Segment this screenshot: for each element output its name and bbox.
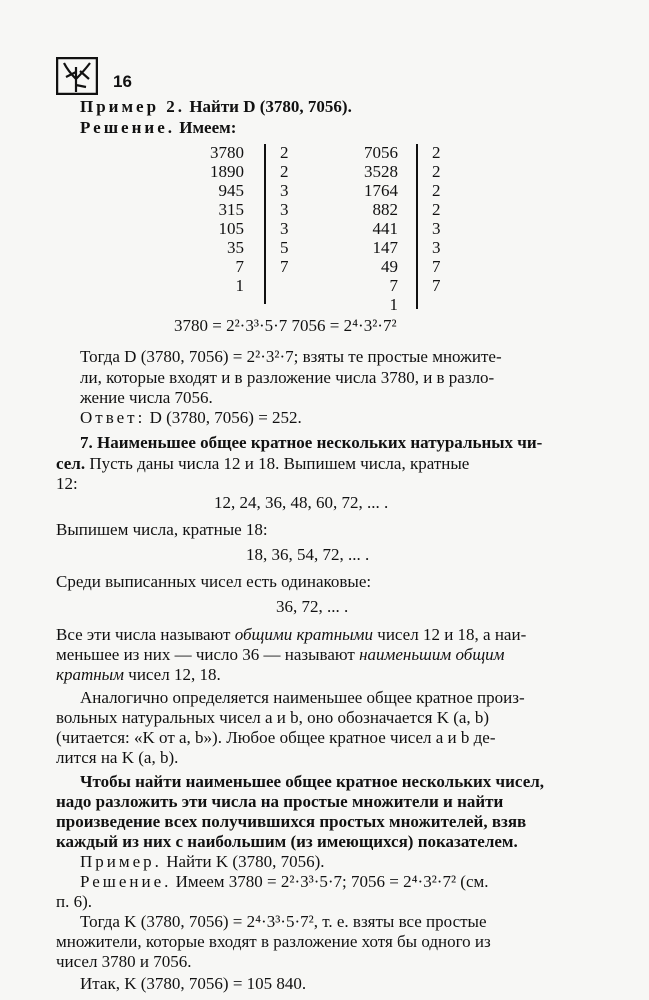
para-analog-line2: вольных натуральных чисел a и b, оно обозначается K (a, b) xyxy=(56,708,490,727)
section7-line3: 12: xyxy=(56,474,78,493)
answer-line: Ответ: D (3780, 7056) = 252. xyxy=(80,408,302,427)
intro-common-multiples: Среди выписанных чисел есть одинаковые: xyxy=(56,572,372,591)
para-analog-line1: Аналогично определяется наименьшее общее кратное произ- xyxy=(80,688,525,707)
example-solution-line2: п. 6). xyxy=(56,892,93,911)
multiples-of-12: 12, 24, 36, 48, 60, 72, ... . xyxy=(214,493,389,512)
example-then-line1: Тогда K (3780, 7056) = 2⁴·3³·5·7², т. е. взяты все простые xyxy=(80,912,487,931)
example-then-line3: чисел 3780 и 7056. xyxy=(56,952,192,971)
right-factors-column: 2 2 2 2 3 3 7 7 xyxy=(432,143,441,295)
example-then-line2: множители, которые входят в разложение хотя бы одного из xyxy=(56,932,491,951)
right-numbers-column: 7056 3528 1764 882 441 147 49 7 1 xyxy=(364,143,398,314)
para-rule-line4: каждый из них с наибольшим (из имеющихся) показателем. xyxy=(56,832,518,851)
decomposition-line: 3780 = 2²·3³·5·7 7056 = 2⁴·3²·7² xyxy=(174,316,397,335)
para-common-line2: меньшее из них — число 36 — называют наименьшим общим xyxy=(56,645,505,664)
para1-line2: ли, которые входят и в разложение числа 3780, и в разло- xyxy=(80,368,495,387)
common-multiples: 36, 72, ... . xyxy=(276,597,349,616)
para-analog-line4: лится на K (a, b). xyxy=(56,748,179,767)
para-common-line3: кратным чисел 12, 18. xyxy=(56,665,221,684)
section7-line2: сел. Пусть даны числа 12 и 18. Выпишем числа, кратные xyxy=(56,454,470,473)
example-result: Итак, K (3780, 7056) = 105 840. xyxy=(80,974,307,993)
example-solution-line1: Решение. Имеем 3780 = 2²·3³·5·7; 7056 = 2⁴·3²·7² (см. xyxy=(80,872,489,891)
para-rule-line1: Чтобы найти наименьшее общее кратное нескольких чисел, xyxy=(80,772,545,791)
para-rule-line2: надо разложить эти числа на простые множители и найти xyxy=(56,792,504,811)
para-common-line1: Все эти числа называют общими кратными чисел 12 и 18, а наи- xyxy=(56,625,527,644)
para-rule-line3: произведение всех получившихся простых множителей, взяв xyxy=(56,812,527,831)
intro-multiples-18: Выпишем числа, кратные 18: xyxy=(56,520,268,539)
left-numbers-column: 3780 1890 945 315 105 35 7 1 xyxy=(210,143,244,295)
example-header: Пример. Найти K (3780, 7056). xyxy=(80,852,325,871)
para-analog-line3: (читается: «K от a, b»). Любое общее кратное чисел a и b де- xyxy=(56,728,496,747)
para1-line1: Тогда D (3780, 7056) = 2²·3²·7; взяты те простые множите- xyxy=(80,347,502,366)
para1-line3: жение числа 7056. xyxy=(80,388,213,407)
example2-header: Пример 2. Найти D (3780, 7056). xyxy=(80,97,352,116)
example2-solution: Решение. Имеем: xyxy=(80,118,237,137)
left-factors-column: 2 2 3 3 3 5 7 xyxy=(280,143,289,276)
page-number: 16 xyxy=(113,72,132,91)
multiples-of-18: 18, 36, 54, 72, ... . xyxy=(246,545,370,564)
section7-heading: 7. Наименьшее общее кратное нескольких натуральных чи- xyxy=(80,433,543,452)
book-logo-icon xyxy=(56,57,98,95)
left-table-divider xyxy=(264,144,266,304)
right-table-divider xyxy=(416,144,418,309)
